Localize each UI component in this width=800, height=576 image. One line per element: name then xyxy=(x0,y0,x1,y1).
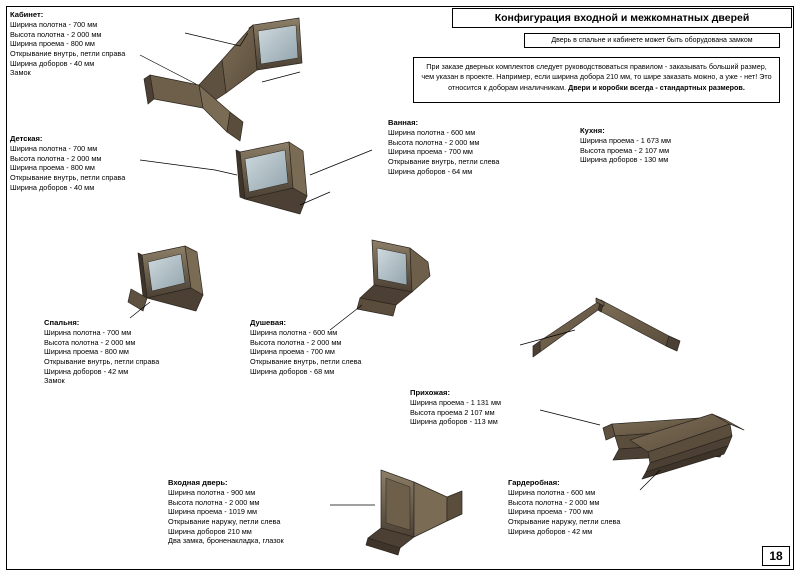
spec-line: Ширина полотна - 700 мм xyxy=(10,144,98,154)
note-ordering-rule xyxy=(413,57,780,103)
spec-block-kabinet xyxy=(10,10,125,78)
spec-line: Ширина полотна - 600 мм xyxy=(388,128,476,138)
spec-line: Высота проема 2 107 мм xyxy=(410,407,495,417)
spec-line: Высота полотна - 2 000 мм xyxy=(10,153,102,163)
spec-heading-prihozhaya: Прихожая: xyxy=(410,388,450,397)
spec-line: Открывание внутрь, петли справа xyxy=(44,356,160,366)
spec-line: Открывание внутрь, петли справа xyxy=(10,172,126,182)
spec-line: Высота проема - 2 107 мм xyxy=(580,145,670,155)
spec-heading-spalnya: Спальня: xyxy=(44,318,80,327)
spec-block-prihozhaya xyxy=(410,388,501,427)
spec-line: Ширина полотна - 600 мм xyxy=(508,488,596,498)
spec-line: Ширина проема - 700 мм xyxy=(250,347,335,357)
spec-line: Высота полотна - 2 000 мм xyxy=(10,29,102,39)
spec-block-garderobnaya xyxy=(508,478,620,536)
spec-block-vhodnaya xyxy=(168,478,284,546)
spec-line: Ширина проема - 1 673 мм xyxy=(580,136,672,146)
spec-line: Ширина проема - 1019 мм xyxy=(168,507,257,517)
spec-line: Открывание внутрь, петли справа xyxy=(10,48,126,58)
spec-heading-garderobnaya: Гардеробная: xyxy=(508,478,560,487)
spec-line: Ширина проема - 800 мм xyxy=(10,163,95,173)
spec-line: Открывание наружу, петли слева xyxy=(508,516,621,526)
spec-line: Ширина полотна - 600 мм xyxy=(250,328,338,338)
spec-line: Замок xyxy=(44,376,65,386)
spec-line: Ширина доборов - 42 мм xyxy=(44,366,129,376)
spec-line: Ширина доборов - 113 мм xyxy=(410,417,498,427)
spec-line: Открывание внутрь, петли слева xyxy=(388,156,500,166)
note-line-4-bold: Двери и коробки всегда - стандартных размеров. xyxy=(568,82,745,92)
spec-line: Ширина проема - 800 мм xyxy=(44,347,129,357)
spec-line: Ширина полотна - 900 мм xyxy=(168,488,256,498)
spec-line: Высота полотна - 2 000 мм xyxy=(508,497,600,507)
spec-block-kuhnya xyxy=(580,126,671,165)
note-lock-option: Дверь в спальне и кабинете может быть оборудована замком xyxy=(524,33,780,48)
spec-line: Высота полотна - 2 000 мм xyxy=(250,337,342,347)
sheet-title: Конфигурация входной и межкомнатных дверей xyxy=(452,8,792,28)
spec-line: Открывание внутрь, петли слева xyxy=(250,356,362,366)
spec-line: Ширина доборов - 130 мм xyxy=(580,155,669,165)
spec-line: Высота полотна - 2 000 мм xyxy=(388,137,480,147)
spec-line: Ширина проема - 700 мм xyxy=(388,147,473,157)
spec-line: Замок xyxy=(10,68,31,78)
spec-line: Ширина проема - 800 мм xyxy=(10,39,95,49)
spec-line: Высота полотна - 2 000 мм xyxy=(168,497,260,507)
note-line-1: При заказе дверных комплектов следует руководствоваться правилом - xyxy=(426,62,668,71)
spec-line: Ширина доборов - 64 мм xyxy=(388,166,473,176)
spec-heading-dushevaya: Душевая: xyxy=(250,318,287,327)
spec-block-dushevaya xyxy=(250,318,362,376)
note-line-3: Например, если ширина добора 210 мм, то шире заказать можно, а уже - нет! xyxy=(496,72,758,82)
spec-heading-kabinet: Кабинет: xyxy=(10,10,44,19)
spec-heading-kuhnya: Кухня: xyxy=(580,126,605,135)
spec-line: Два замка, броненакладка, глазок xyxy=(168,536,284,546)
spec-block-vannaya xyxy=(388,118,500,176)
spec-block-detskaya xyxy=(10,134,125,192)
spec-line: Ширина полотна - 700 мм xyxy=(44,328,132,338)
spec-heading-vannaya: Ванная: xyxy=(388,118,419,127)
spec-block-spalnya xyxy=(44,318,159,386)
spec-line: Ширина доборов - 68 мм xyxy=(250,366,335,376)
spec-line: Высота полотна - 2 000 мм xyxy=(44,337,136,347)
spec-line: Ширина доборов - 40 мм xyxy=(10,182,95,192)
spec-line: Ширина проема - 1 131 мм xyxy=(410,398,502,408)
spec-heading-detskaya: Детская: xyxy=(10,134,43,143)
spec-line: Ширина полотна - 700 мм xyxy=(10,20,98,30)
spec-heading-vhodnaya: Входная дверь: xyxy=(168,478,228,487)
spec-line: Открывание наружу, петли слева xyxy=(168,516,281,526)
spec-line: Ширина доборов 210 мм xyxy=(168,526,252,536)
spec-line: Ширина проема - 700 мм xyxy=(508,507,593,517)
page-number: 18 xyxy=(762,546,790,566)
note-line-4-text: Это относится к доборам иналичникам. xyxy=(448,72,772,92)
spec-line: Ширина доборов - 40 мм xyxy=(10,58,95,68)
note-line-2: заказывать больший размер, чем указан в проекте. xyxy=(421,62,767,82)
spec-line: Ширина доборов - 42 мм xyxy=(508,526,593,536)
